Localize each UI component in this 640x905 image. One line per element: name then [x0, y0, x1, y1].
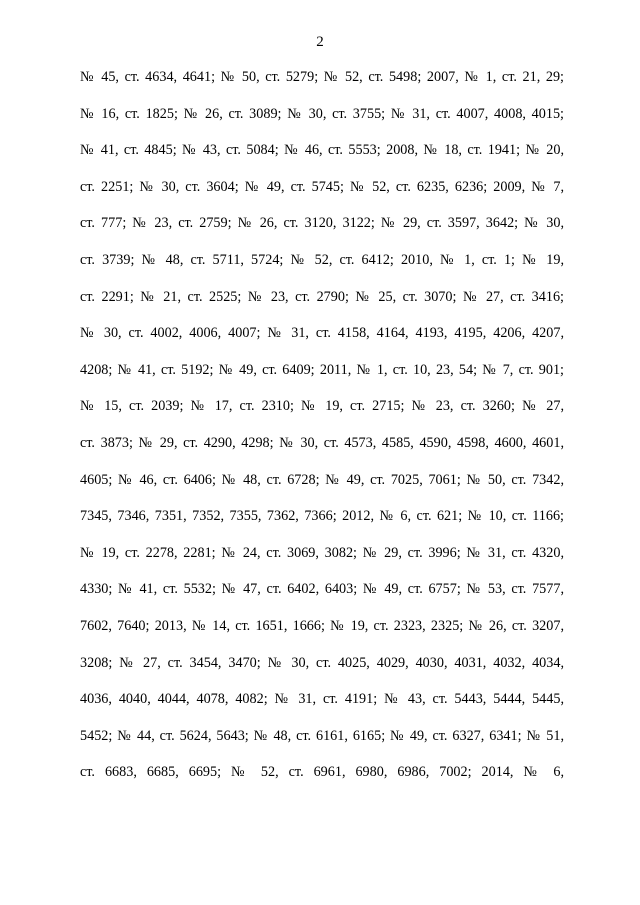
- text-line: 4036, 4040, 4044, 4078, 4082; № 31, ст. 4191; № 43, ст. 5443, 5444, 5445,: [80, 691, 564, 708]
- text-line: ст. 777; № 23, ст. 2759; № 26, ст. 3120, 3122; № 29, ст. 3597, 3642; № 30,: [80, 215, 564, 232]
- text-line: ст. 3873; № 29, ст. 4290, 4298; № 30, ст. 4573, 4585, 4590, 4598, 4600, 4601,: [80, 434, 564, 451]
- text-line: № 19, ст. 2278, 2281; № 24, ст. 3069, 3082; № 29, ст. 3996; № 31, ст. 4320,: [80, 544, 564, 561]
- text-line: 7602, 7640; 2013, № 14, ст. 1651, 1666; № 19, ст. 2323, 2325; № 26, ст. 3207,: [80, 617, 564, 634]
- text-line: ст. 2291; № 21, ст. 2525; № 23, ст. 2790; № 25, ст. 3070; № 27, ст. 3416;: [80, 288, 564, 305]
- text-line: № 30, ст. 4002, 4006, 4007; № 31, ст. 4158, 4164, 4193, 4195, 4206, 4207,: [80, 325, 564, 342]
- text-line: ст. 2251; № 30, ст. 3604; № 49, ст. 5745; № 52, ст. 6235, 6236; 2009, № 7,: [80, 178, 564, 195]
- text-line: 4605; № 46, ст. 6406; № 48, ст. 6728; № 49, ст. 7025, 7061; № 50, ст. 7342,: [80, 471, 564, 488]
- text-line: ст. 3739; № 48, ст. 5711, 5724; № 52, ст. 6412; 2010, № 1, ст. 1; № 19,: [80, 251, 564, 268]
- text-line: ст. 6683, 6685, 6695; № 52, ст. 6961, 6980, 6986, 7002; 2014, № 6,: [80, 764, 564, 781]
- text-line: 7345, 7346, 7351, 7352, 7355, 7362, 7366; 2012, № 6, ст. 621; № 10, ст. 1166;: [80, 508, 564, 525]
- text-line: № 41, ст. 4845; № 43, ст. 5084; № 46, ст. 5553; 2008, № 18, ст. 1941; № 20,: [80, 142, 564, 159]
- body-text: [80, 68, 564, 800]
- text-line: № 45, ст. 4634, 4641; № 50, ст. 5279; № 52, ст. 5498; 2007, № 1, ст. 21, 29;: [80, 69, 564, 85]
- page-number: 2: [316, 34, 324, 50]
- text-line: 5452; № 44, ст. 5624, 5643; № 48, ст. 6161, 6165; № 49, ст. 6327, 6341; № 51,: [80, 727, 564, 744]
- text-line: 3208; № 27, ст. 3454, 3470; № 30, ст. 4025, 4029, 4030, 4031, 4032, 4034,: [80, 654, 564, 671]
- text-line: 4208; № 41, ст. 5192; № 49, ст. 6409; 2011, № 1, ст. 10, 23, 54; № 7, ст. 901;: [80, 361, 564, 378]
- text-line: 4330; № 41, ст. 5532; № 47, ст. 6402, 6403; № 49, ст. 6757; № 53, ст. 7577,: [80, 581, 564, 598]
- text-line: № 15, ст. 2039; № 17, ст. 2310; № 19, ст. 2715; № 23, ст. 3260; № 27,: [80, 398, 564, 415]
- text-line: № 16, ст. 1825; № 26, ст. 3089; № 30, ст. 3755; № 31, ст. 4007, 4008, 4015;: [80, 105, 564, 122]
